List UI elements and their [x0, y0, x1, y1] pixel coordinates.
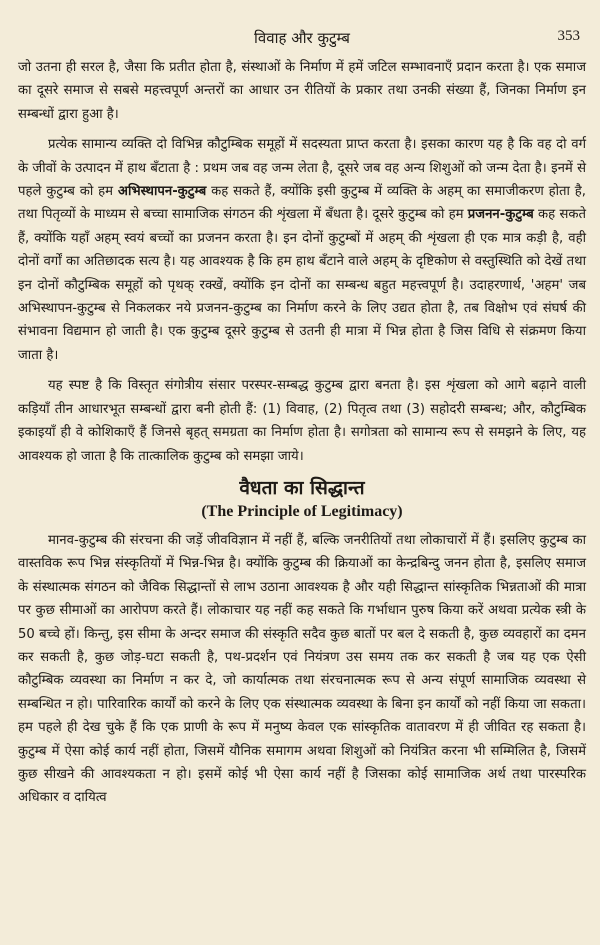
term-abhisthapan-kutumb: अभिस्थापन-कुटुम्ब — [117, 184, 207, 200]
page-number: 353 — [557, 28, 580, 44]
paragraph-3: यह स्पष्ट है कि विस्तृत संगोत्रीय संसार परस्पर-सम्बद्ध कुटुम्ब द्वारा बनता है। इस शृंखला को आगे बढ़ाने वाली कड़ियाँ तीन आधारभूत सम्बन्धों द्वारा बनी होती हैं: (1) विवाह, (2) पितृत्व तथा (3) सहोदरी सम्बन्ध; और, कौटुम्बिक इकाइयाँ ही वे कोशिकाएँ हैं जिनसे बृहत् समग्रता का निर्माण होता है। सगोत्रता को सामान्य रूप से समझने के लिए, यह आवश्यक हो जाता है कि तात्कालिक कुटुम्ब को समझा जाये। — [18, 378, 586, 464]
paragraph-2-text-3: कह सकते हैं, क्योंकि यहाँ अहम् स्वयं बच्चों का प्रजनन करता है। इन दोनों कुटुम्बों में अहम् की शृंखला ही एक मात्र कड़ी है, वही दोनों वर्गों का अतिछादक सत्य है। यह आवश्यक है कि हम हाथ बँटाने वाले अहम् के दृष्टिकोण से वस्तुस्थिति को देखें तथा इन दोनों कौटुम्बिक समूहों को पृथक् रक्खें, क्योंकि इन दोनों का सम्बन्ध बहुत महत्त्वपूर्ण है। उदाहरणार्थ, 'अहम' जब अभिस्थापन-कुटुम्ब से निकलकर नये प्रजनन-कुटुम्ब का निर्माण करने के लिए उद्यत होता है, तब विक्षोभ एवं संघर्ष की संभावना विद्यमान हो जाती है। एक कुटुम्ब दूसरे कुटुम्ब से उतनी ही मात्रा में भिन्न होता है जिस विधि से संक्रमण किया जाता है। — [18, 207, 587, 363]
term-prajanan-kutumb: प्रजनन-कुटुम्ब — [467, 207, 534, 223]
chapter-title: विवाह और कुटुम्ब — [254, 29, 350, 47]
paragraph-1: जो उतना ही सरल है, जैसा कि प्रतीत होता है, संस्थाओं के निर्माण में हमें जटिल सम्भावनाएँ प्रदान करता है। एक समाज का दूसरे समाज से सबसे महत्त्वपूर्ण अन्तरों का आधार उन रीतियों के प्रकार तथा उनकी संख्या हैं, जिनका निर्माण इन सम्बन्धों द्वारा हुआ है। — [18, 60, 586, 122]
section-heading: वैधता का सिद्धान्त — [239, 476, 365, 499]
page-body — [18, 56, 586, 817]
paragraph-2-text-1: प्रत्येक सामान्य व्यक्ति दो विभिन्न कौटुम्बिक समूहों में सदस्यता प्राप्त करता है। इसका कारण यह है कि वह दो वर्ग के जीवों के उत्पादन में हाथ बँटाता है : प्रथम जब वह जन्म लेता है, दूसरे जब वह अन्य शिशुओं को जन्म देता है। इनमें से पहले कुटुम्ब को हम — [18, 137, 586, 200]
paragraph-2-text-2: कह सकते हैं, क्योंकि इसी कुटुम्ब में व्यक्ति के अहम् का समाजीकरण होता है, तथा पितृव्यों के माध्यम से बच्चा सामाजिक संगठन की शृंखला में बँधता है। दूसरे कुटुम्ब को हम — [18, 184, 586, 223]
paragraph-2 — [18, 133, 586, 367]
paragraph-4: मानव-कुटुम्ब की संरचना की जड़ें जीवविज्ञान में नहीं हैं, बल्कि जनरीतियों तथा लोकाचारों में हैं। इसलिए कुटुम्ब का वास्तविक रूप भिन्न संस्कृतियों में भिन्न-भिन्न है। क्योंकि कुटुम्ब की क्रियाओं का केन्द्रबिन्दु जनन होता है, इसलिए समाज के संस्थात्मक संगठन को जैविक सिद्धान्तों से लाभ उठाना आवश्यक है और यही सिद्धान्त सांस्कृतिक भिन्नताओं की मात्रा पर कुछ सीमाओं का आरोपण करते हैं। लोकाचार यह नहीं कह सकते कि गर्भाधान पुरुष किया करें अथवा प्रत्येक स्त्री के 50 बच्चे हों। किन्तु, इस सीमा के अन्दर समाज की संस्कृति सदैव कुछ बातों पर बल दे सकती है, कुछ व्यवहारों का दमन कर सकती है, कुछ जोड़-घटा सकती है, पथ-प्रदर्शन एवं नियंत्रण उस समय तक कर सकती है जब यह एक ऐसी कौटुम्बिक व्यवस्था का निर्माण न कर दे, जो कार्यात्मक तथा संरचनात्मक रूप से अन्य संपूर्ण सामाजिक व्यवस्था से सम्बन्धित न हो। पारिवारिक कार्यों को करने के लिए एक संस्थात्मक व्यवस्था के बिना इन कार्यों को नहीं किया जा सकता। हम पहले ही देख चुके हैं कि एक प्राणी के रूप में मनुष्य केवल एक सांस्कृतिक वातावरण में ही जीवित रह सकता है। कुटुम्ब में ऐसा कोई कार्य नहीं होता, जिसमें यौनिक समागम अथवा शिशुओं को नियंत्रित करना भी सम्मिलित है, जिसमें कुछ सीखने की आवश्यकता न हो। इसमें कोई भी ऐसा कार्य नहीं है जिसका कोई सामाजिक अर्थ तथा पारस्परिक अधिकार व दायित्व — [18, 532, 586, 806]
running-header — [18, 28, 586, 48]
section-subheading: (The Principle of Legitimacy) — [201, 502, 403, 520]
